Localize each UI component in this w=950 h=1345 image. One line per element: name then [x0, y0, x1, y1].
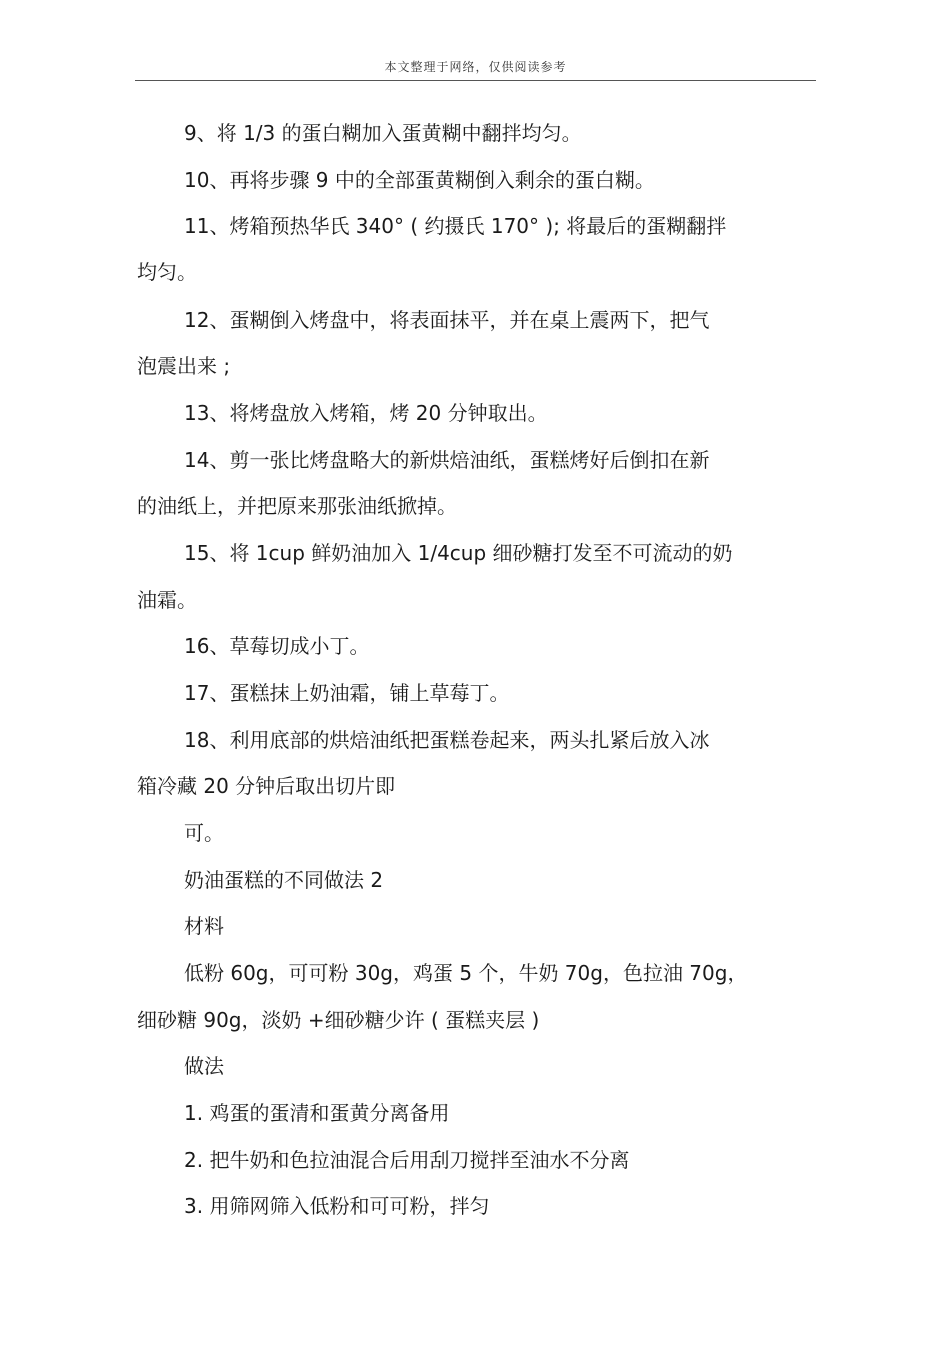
method-heading: 做法: [184, 1054, 224, 1078]
step-11-line-1: 11、烤箱预热华氏 340° ( 约摄氏 170° ); 将最后的蛋糊翻拌: [184, 214, 727, 238]
section-title: 奶油蛋糕的不同做法 2: [184, 868, 384, 892]
materials-line-2: 细砂糖 90g，淡奶 +细砂糖少许 ( 蛋糕夹层 ): [137, 1008, 540, 1032]
step-9: 9、将 1/3 的蛋白糊加入蛋黄糊中翻拌均匀。: [184, 121, 582, 145]
step-10: 10、再将步骤 9 中的全部蛋黄糊倒入剩余的蛋白糊。: [184, 168, 655, 192]
step-12-line-2: 泡震出来 ;: [137, 354, 231, 378]
step-13: 13、将烤盘放入烤箱，烤 20 分钟取出。: [184, 401, 548, 425]
step-15-line-2: 油霜。: [137, 588, 197, 612]
step-14-line-1: 14、剪一张比烤盘略大的新烘焙油纸，蛋糕烤好后倒扣在新: [184, 448, 710, 472]
step-18-line-1: 18、利用底部的烘焙油纸把蛋糕卷起来，两头扎紧后放入冰: [184, 728, 710, 752]
method-step-2: 2. 把牛奶和色拉油混合后用刮刀搅拌至油水不分离: [184, 1148, 630, 1172]
method-step-3: 3. 用筛网筛入低粉和可可粉，拌匀: [184, 1194, 490, 1218]
step-14-line-2: 的油纸上，并把原来那张油纸掀掉。: [137, 494, 457, 518]
header-note: 本文整理于网络，仅供阅读参考: [384, 60, 567, 74]
step-16: 16、草莓切成小丁。: [184, 634, 370, 658]
step-17: 17、蛋糕抹上奶油霜，铺上草莓丁。: [184, 681, 510, 705]
step-12-line-1: 12、蛋糊倒入烤盘中，将表面抹平，并在桌上震两下，把气: [184, 308, 710, 332]
step-18-line-3: 可。: [184, 821, 224, 845]
method-step-1: 1. 鸡蛋的蛋清和蛋黄分离备用: [184, 1101, 450, 1125]
step-18-line-2: 箱冷藏 20 分钟后取出切片即: [137, 774, 396, 798]
step-15-line-1: 15、将 1cup 鲜奶油加入 1/4cup 细砂糖打发至不可流动的奶: [184, 541, 733, 565]
step-11-line-2: 均匀。: [137, 260, 197, 284]
header-divider: [135, 80, 816, 81]
materials-line-1: 低粉 60g，可可粉 30g，鸡蛋 5 个，牛奶 70g，色拉油 70g，: [184, 961, 748, 985]
materials-heading: 材料: [184, 914, 224, 938]
